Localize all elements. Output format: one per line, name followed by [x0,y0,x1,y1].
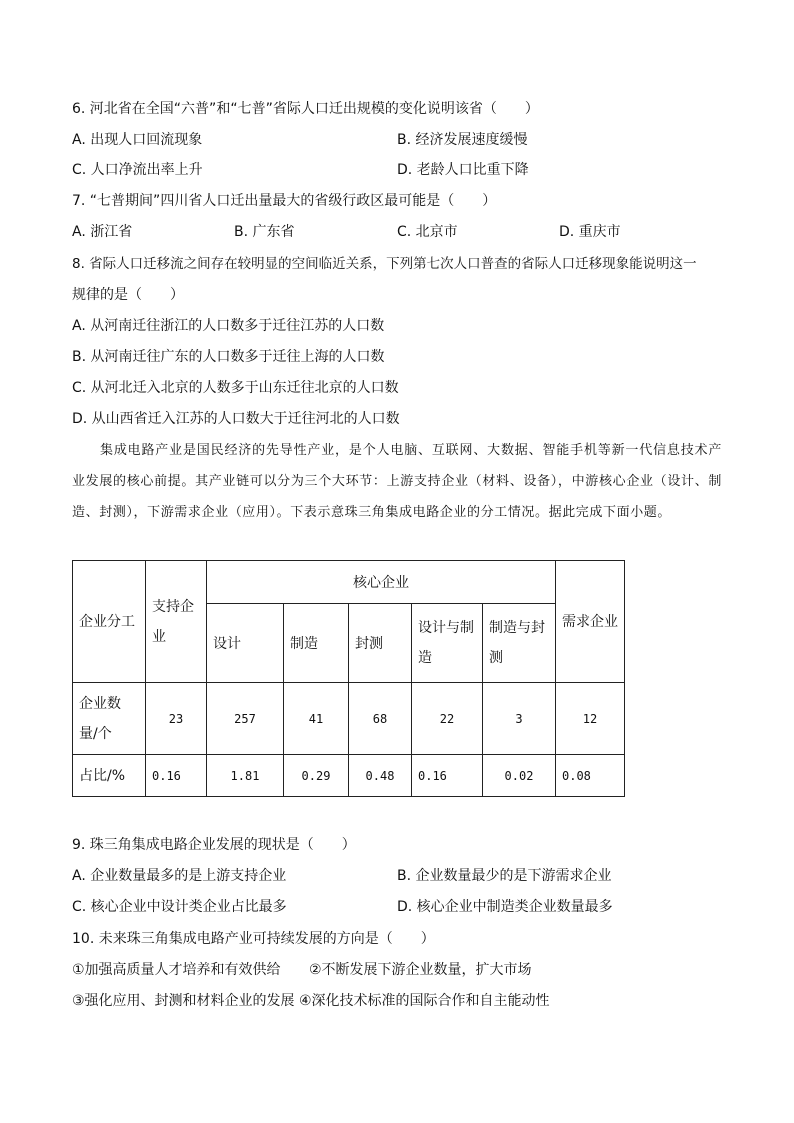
q8-stem-line2: 规律的是（ ） [72,287,184,303]
q8-stem-line1: 8. 省际人口迁移流之间存在较明显的空间临近关系，下列第七次人口普查的省际人口迁移现象能说明这一 [72,256,697,272]
table-corner: 企业分工 [73,561,146,683]
table-header-packaging: 封测 [349,604,412,683]
table-cell: 12 [556,683,625,755]
enterprise-table [72,560,625,797]
table-cell: 0.29 [284,755,349,797]
q8-option-b: B. 从河南迁往广东的人口数多于迁往上海的人口数 [72,349,385,365]
q8-option-a: A. 从河南迁往浙江的人口数多于迁往江苏的人口数 [72,318,385,334]
table-cell: 0.08 [556,755,625,797]
row-label-count: 企业数量/个 [73,683,146,755]
table-cell: 0.02 [483,755,556,797]
q10-stem: 10. 未来珠三角集成电路产业可持续发展的方向是（ ） [72,931,435,947]
table-cell: 257 [207,683,284,755]
table-header-manufacture-packaging: 制造与封测 [483,604,556,683]
q6-option-d: D. 老龄人口比重下降 [397,162,529,178]
q9-option-a: A. 企业数量最多的是上游支持企业 [72,868,287,884]
q7-option-d: D. 重庆市 [559,224,621,240]
table-cell: 1.81 [207,755,284,797]
table-row [73,755,625,797]
table-cell: 23 [146,683,207,755]
table-cell: 3 [483,683,556,755]
q7-stem: 7. “七普期间”四川省人口迁出量最大的省级行政区最可能是（ ） [72,193,497,209]
q7-option-c: C. 北京市 [397,224,458,240]
table-cell: 0.16 [412,755,483,797]
q9-option-b: B. 企业数量最少的是下游需求企业 [397,868,612,884]
q6-option-c: C. 人口净流出率上升 [72,162,203,178]
q10-item-1: ①加强高质量人才培养和有效供给 [72,962,281,978]
q10-item-2: ②不断发展下游企业数量，扩大市场 [309,962,532,978]
q6-option-b: B. 经济发展速度缓慢 [397,132,528,148]
table-cell: 0.16 [146,755,207,797]
table-header-design-manufacture: 设计与制造 [412,604,483,683]
passage: 集成电路产业是国民经济的先导性产业，是个人电脑、互联网、大数据、智能手机等新一代信息技术产业发展的核心前提。其产业链可以分为三个大环节：上游支持企业（材料、设备），中游核心企业（设计、制造、封测），下游需求企业（应用）。下表示意珠三角集成电路企业的分工情况。据此完成下面小题。 [72,443,722,520]
table-cell: 0.48 [349,755,412,797]
q6-option-a: A. 出现人口回流现象 [72,132,203,148]
q8-option-d: D. 从山西省迁入江苏的人口数大于迁往河北的人口数 [72,411,400,427]
q8-option-c: C. 从河北迁入北京的人数多于山东迁往北京的人口数 [72,380,399,396]
table-cell: 41 [284,683,349,755]
table-cell: 22 [412,683,483,755]
q10-items-3-4: ③强化应用、封测和材料企业的发展 ④深化技术标准的国际合作和自主能动性 [72,993,550,1009]
q7-option-a: A. 浙江省 [72,224,133,240]
table-row [73,683,625,755]
row-label-share: 占比/% [73,755,146,797]
q9-option-d: D. 核心企业中制造类企业数量最多 [397,899,613,915]
table-header-design: 设计 [207,604,284,683]
q9-stem: 9. 珠三角集成电路企业发展的现状是（ ） [72,837,356,853]
table-header-support: 支持企业 [146,561,207,683]
table-header-demand: 需求企业 [556,561,625,683]
q9-option-c: C. 核心企业中设计类企业占比最多 [72,899,287,915]
table-header-manufacture: 制造 [284,604,349,683]
q6-stem: 6. 河北省在全国“六普”和“七普”省际人口迁出规模的变化说明该省（ ） [72,101,539,117]
table-header-core: 核心企业 [207,561,556,604]
table-cell: 68 [349,683,412,755]
q7-option-b: B. 广东省 [234,224,295,240]
